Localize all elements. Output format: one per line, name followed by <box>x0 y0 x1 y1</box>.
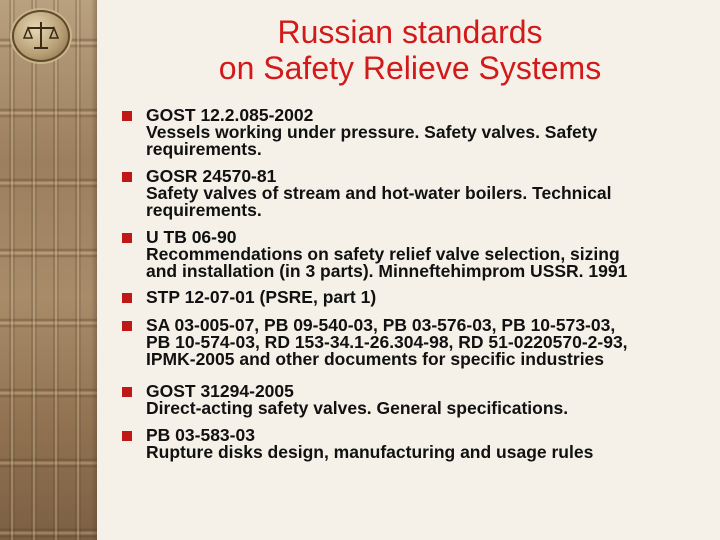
item-line: Rupture disks design, manufacturing and usage rules <box>146 442 594 462</box>
square-bullet-icon <box>122 387 132 397</box>
item-line: GOST 12.2.085-2002 <box>146 105 314 125</box>
square-bullet-icon <box>122 111 132 121</box>
square-bullet-icon <box>122 233 132 243</box>
decorative-pipes-sidebar <box>0 0 97 540</box>
list-item <box>122 229 692 289</box>
list-item <box>122 107 692 168</box>
square-bullet-icon <box>122 293 132 303</box>
item-line: STP 12-07-01 (PSRE, part 1) <box>146 287 377 307</box>
item-line: Safety valves of stream and hot-water boilers. Technical <box>146 183 612 203</box>
item-line: Vessels working under pressure. Safety valves. Safety <box>146 122 598 142</box>
standards-list <box>122 107 692 467</box>
item-line: and installation (in 3 parts). Minneftehimprom USSR. 1991 <box>146 261 628 281</box>
slide-title <box>110 14 710 86</box>
list-item <box>122 427 692 467</box>
item-line: SA 03-005-07, PB 09-540-03, PB 03-576-03, PB 10-573-03, <box>146 315 616 335</box>
title-line-2: on Safety Relieve Systems <box>218 50 602 86</box>
sidebar-shadow <box>91 0 97 540</box>
item-line: Direct-acting safety valves. General specifications. <box>146 398 569 418</box>
scales-emblem-icon <box>12 10 70 62</box>
list-item <box>122 289 692 317</box>
item-line: GOST 31294-2005 <box>146 381 294 401</box>
list-item <box>122 317 692 383</box>
item-line: requirements. <box>146 200 262 220</box>
square-bullet-icon <box>122 172 132 182</box>
item-line: IPMK-2005 and other documents for specific industries <box>146 349 605 369</box>
item-line: GOSR 24570-81 <box>146 166 277 186</box>
item-line: PB 10-574-03, RD 153-34.1-26.304-98, RD 51-0220570-2-93, <box>146 332 628 352</box>
square-bullet-icon <box>122 431 132 441</box>
item-line: U TB 06-90 <box>146 227 237 247</box>
square-bullet-icon <box>122 321 132 331</box>
item-line: requirements. <box>146 139 262 159</box>
item-line: PB 03-583-03 <box>146 425 255 445</box>
list-item <box>122 383 692 427</box>
list-item <box>122 168 692 229</box>
title-line-1: Russian standards <box>277 14 543 50</box>
item-line: Recommendations on safety relief valve selection, sizing <box>146 244 620 264</box>
